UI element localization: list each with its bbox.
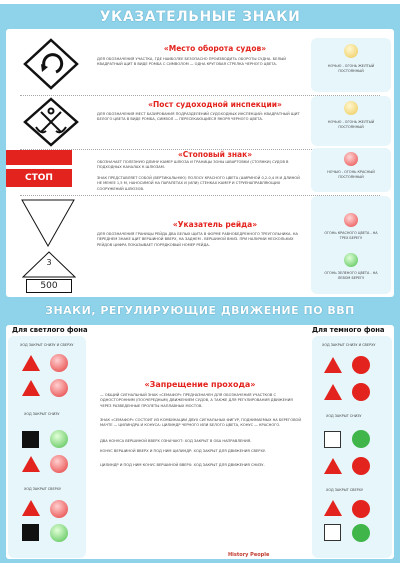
red-light-icon bbox=[50, 379, 68, 397]
red-cone-icon bbox=[324, 357, 342, 373]
green-light-icon bbox=[352, 430, 370, 448]
green-light-icon bbox=[50, 524, 68, 542]
green-lamp bbox=[344, 253, 358, 267]
left-header: Для светлого фона bbox=[12, 326, 88, 334]
sign1-title: «Место оборота судов» bbox=[163, 44, 267, 53]
sign2-lights: НОЧЬЮ - ОГОНЬ ЖЕЛТЫЙ ПОСТОЯННЫЙ bbox=[327, 120, 375, 129]
prohibit-p4: КОНУС ВЕРШИНОЙ ВВЕРХ И ПОД НИМ ЦИЛИНДР: ХОД ЗАКРЫТ ДЛЯ ДВИЖЕНИЯ СВЕРХУ. bbox=[100, 449, 267, 453]
prohibit-title: «Запрещение прохода» bbox=[144, 380, 256, 389]
red-light-icon bbox=[50, 500, 68, 518]
prohibit-p1: — ОБЩИЙ СИГНАЛЬНЫЙ ЗНАК «СЕМАФОР» ПРЕДНАЗНАЧЕН ДЛЯ ОБОЗНАЧЕНИЯ УЧАСТКОВ С ОДНОСТОРОННИМ (ПООЧЕРЕДНЫМ) ДВИЖЕНИЕМ СУДОВ, А ТАКЖЕ ДЛЯ РЕГУЛИРОВАНИЯ ДВИЖЕНИЯ ЧЕРЕЗ РАЗВЕДЕННЫЕ ПРОЛЕТЫ НАПЛАВНЫХ МОСТОВ. bbox=[100, 393, 293, 408]
footer-logo: History People bbox=[228, 552, 270, 558]
black-cylinder-icon bbox=[22, 431, 39, 448]
sign2-text: ДЛЯ ОБОЗНАЧЕНИЯ МЕСТ БАЗИРОВАНИЯ ПОДРАЗДЕЛЕНИЙ СУДОХОДНЫХ ИНСПЕКЦИЙ: КВАДРАТНЫЙ ЩИТ БЕЛОГО ЦВЕТА В ВИДЕ РОМБА, СИМВОЛ — ПЕРЕСЕКАЮЩИЕСЯ ЯКОРЯ ЧЕРНОГО ЦВЕТА. bbox=[97, 112, 300, 122]
left-column bbox=[8, 336, 86, 558]
red-cone-icon bbox=[22, 355, 40, 371]
left-caption-1: ХОД ЗАКРЫТ СНИЗУ И СВЕРХУ bbox=[20, 343, 74, 347]
section2-title: ЗНАКИ, РЕГУЛИРУЮЩИЕ ДВИЖЕНИЕ ПО ВВП bbox=[45, 304, 355, 317]
white-cylinder-icon bbox=[324, 524, 341, 541]
prohibit-p3: ДВА КОНУСА ВЕРШИНОЙ ВВЕРХ ОЗНАЧАЮТ: ХОД ЗАКРЫТ В ОБА НАПРАВЛЕНИЯ. bbox=[100, 439, 252, 443]
red-lamp bbox=[344, 213, 358, 227]
right-caption-3: ХОД ЗАКРЫТ СВЕРХУ bbox=[326, 488, 364, 492]
roadstead-number: 3 bbox=[46, 258, 52, 267]
turning-place-sign bbox=[22, 38, 80, 90]
section1-title: УКАЗАТЕЛЬНЫЕ ЗНАКИ bbox=[99, 9, 301, 25]
red-light-icon bbox=[352, 457, 370, 475]
right-header: Для темного фона bbox=[312, 326, 385, 334]
left-caption-3: ХОД ЗАКРЫТ СВЕРХУ bbox=[24, 487, 62, 491]
red-lamp bbox=[344, 152, 358, 166]
green-light-icon bbox=[352, 524, 370, 542]
sign4-lights2: ОГОНЬ ЗЕЛЕНОГО ЦВЕТА - НА ЛЕВОМ БЕРЕГУ bbox=[324, 271, 378, 280]
red-light-icon bbox=[50, 354, 68, 372]
prohibit-p5: ЦИЛИНДР И ПОД НИМ КОНУС ВЕРШИНОЙ ВВЕРХ: ХОД ЗАКРЫТ ДЛЯ ДВИЖЕНИЯ СНИЗУ. bbox=[100, 463, 265, 467]
red-cone-icon bbox=[22, 380, 40, 396]
sign1-lights: НОЧЬЮ - ОГОНЬ ЖЕЛТЫЙ ПОСТОЯННЫЙ bbox=[327, 64, 375, 73]
red-cone-icon bbox=[324, 384, 342, 400]
roadstead-km-plate: 500 bbox=[26, 279, 72, 293]
sign2-title: «Пост судоходной инспекции» bbox=[148, 100, 282, 109]
sign3-lights: НОЧЬЮ - ОГОНЬ КРАСНЫЙ ПОСТОЯННЫЙ bbox=[327, 170, 375, 179]
left-caption-2: ХОД ЗАКРЫТ СНИЗУ bbox=[24, 412, 60, 416]
sign4-text: ДЛЯ ОБОЗНАЧЕНИЯ ГРАНИЦЫ РЕЙДА ДВА БЕЛЫХ ЩИТА В ФОРМЕ РАВНОБЕДРЕННОГО ТРЕУГОЛЬНИКА. НА ПЕРЕДНЕМ ЗНАКЕ ЩИТ ВЕРШИНОЙ ВВЕРХ, НА ЗАДНЕМ - ВЕРШИНОЙ ВНИЗ. ПРИ НАЛИЧИИ НЕСКОЛЬКИХ РЕЙДОВ ЦИФРА ПОКАЗЫВАЕТ ПОРЯДКОВЫЙ НОМЕР РЕЙДА. bbox=[97, 232, 298, 247]
right-caption-2: ХОД ЗАКРЫТ СНИЗУ bbox=[326, 414, 362, 418]
red-light-icon bbox=[352, 383, 370, 401]
red-light-icon bbox=[352, 356, 370, 374]
red-light-icon bbox=[352, 500, 370, 518]
red-cone-icon bbox=[22, 500, 40, 516]
green-light-icon bbox=[50, 430, 68, 448]
inspection-post-sign bbox=[22, 97, 80, 147]
sign3-text2: ЗНАК ПРЕДСТАВЛЯЕТ СОБОЙ (ВЕРТИКАЛЬНУЮ) ПОЛОСУ КРАСНОГО ЦВЕТА (ШИРИНОЙ 0,2-0,4 М И ДЛИНОЙ НЕ МЕНЕЕ 1,5 М, НАНОСИМОЙ НА ПАРАПЕТАХ И (ИЛИ) СТЕНКАХ КАМЕР И СТРУЕНАПРАВЛЯЮЩИХ СООРУЖЕНИЙ ШЛЮЗОВ. bbox=[97, 176, 300, 191]
sign3-text: ОБОЗНАЧАЕТ ПОЛЕЗНУЮ ДЛИНУ КАМЕР ШЛЮЗА И ГРАНИЦЫ ЗОНЫ ШВАРТОВКИ (СТОЯНКИ) СУДОВ В ПОДХОДНЫХ КАНАЛАХ К ШЛЮЗАМ. bbox=[97, 160, 289, 170]
roadstead-down-triangle bbox=[20, 198, 76, 248]
sign4-lights: ОГОНЬ КРАСНОГО ЦВЕТА - НА ТРЕХ БЕРЕГУ bbox=[324, 231, 378, 240]
stop-sign-plate: СТОП bbox=[6, 169, 72, 187]
red-cone-icon bbox=[22, 456, 40, 472]
yellow-lamp bbox=[344, 101, 358, 115]
yellow-lamp bbox=[344, 44, 358, 58]
red-light-icon bbox=[50, 455, 68, 473]
white-cylinder-icon bbox=[324, 431, 341, 448]
sign3-title: «Стоповый знак» bbox=[177, 150, 253, 159]
stop-sign-bar bbox=[6, 150, 72, 165]
red-cone-icon bbox=[324, 500, 342, 516]
sign1-text: ДЛЯ ОБОЗНАЧЕНИЯ УЧАСТКА, ГДЕ НАИБОЛЕЕ БЕЗОПАСНО ПРОИЗВОДИТЬ ОБОРОТЫ СУДНА. БЕЛЫЙ КВАДРАТНЫЙ ЩИТ В ВИДЕ РОМБА С СИМВОЛОМ — ОДНА КРУГОВАЯ СТРЕЛКА ЧЕРНОГО ЦВЕТА. bbox=[97, 57, 286, 67]
red-cone-icon bbox=[324, 458, 342, 474]
right-caption-1: ХОД ЗАКРЫТ СНИЗУ И СВЕРХУ bbox=[322, 343, 376, 347]
sign4-title: «Указатель рейда» bbox=[172, 220, 258, 229]
prohibit-p2: ЗНАК «СЕМАФОР» СОСТОИТ ИЗ КОМБИНАЦИИ ДВУХ СИГНАЛЬНЫХ ФИГУР, ПОДНИМАЕМЫХ НА БЕРЕГОВОЙ МАЧТЕ — ЦИЛИНДРА И КОНУСА: ЦИЛИНДР ЧЕРНОГО ИЛИ БЕЛОГО ЦВЕТА, КОНУС — КРАСНОГО. bbox=[100, 418, 302, 428]
black-cylinder-icon bbox=[22, 524, 39, 541]
